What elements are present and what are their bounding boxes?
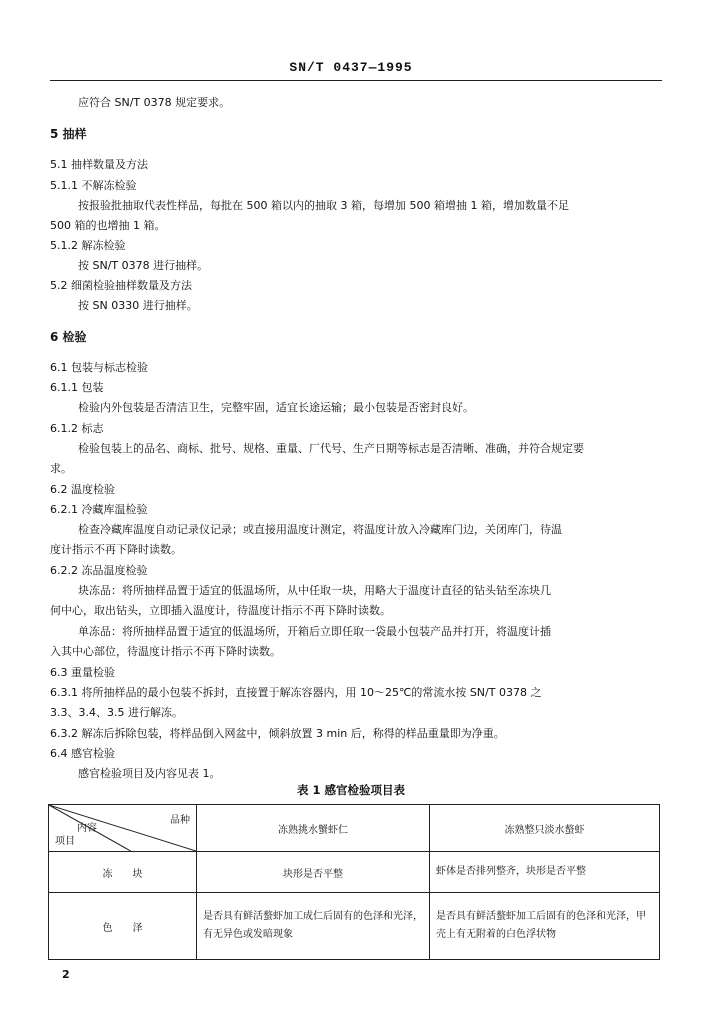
subsection-heading: 6.1.1 包装	[50, 381, 104, 394]
standard-number-header: SN/T 0437—1995	[289, 60, 413, 75]
text-line: 检验包装上的品名、商标、批号、规格、重量、厂代号、生产日期等标志是否清晰、准确，并符合规定要	[78, 442, 584, 455]
text-line: 应符合 SN/T 0378 规定要求。	[78, 96, 231, 109]
table-cell: 虾体是否排列整齐，块形是否平整	[430, 852, 660, 893]
text-line: 入其中心部位，待温度计指示不再下降时读数。	[50, 645, 281, 658]
corner-item-label: 项目	[55, 836, 75, 847]
subsection-heading: 6.2 温度检验	[50, 483, 115, 496]
subsection-heading: 5.1.1 不解冻检验	[50, 179, 137, 192]
subsection-heading: 6.1.2 标志	[50, 422, 104, 435]
subsection-heading: 6.2.1 冷藏库温检验	[50, 503, 148, 516]
text-line: 3.3、3.4、3.5 进行解冻。	[50, 706, 183, 719]
column-header: 冻熟挑水蟹虾仁	[197, 805, 430, 852]
table-cell: 块形是否平整	[197, 852, 430, 893]
row-item-label: 冻 块	[49, 852, 197, 893]
row-item-label: 色 泽	[49, 893, 197, 960]
text-line: 度计指示不再下降时读数。	[50, 543, 182, 556]
page-number: 2	[62, 968, 70, 981]
corner-content-label: 内容	[77, 823, 97, 834]
subsection-heading: 6.3 重量检验	[50, 666, 115, 679]
text-line: 何中心，取出钻头，立即插入温度计，待温度计指示不再下降时读数。	[50, 604, 391, 617]
header-rule	[50, 80, 662, 81]
text-line: 块冻品：将所抽样品置于适宜的低温场所，从中任取一块，用略大于温度计直径的钻头钻至冻块几	[78, 584, 551, 597]
column-header: 冻熟整只淡水螯虾	[430, 805, 660, 852]
table-header-row	[49, 805, 660, 852]
subsection-heading: 6.2.2 冻品温度检验	[50, 564, 148, 577]
corner-variety-label: 品种	[170, 815, 190, 826]
text-line: 求。	[50, 462, 72, 475]
text-line: 检查冷藏库温度自动记录仪记录；或直接用温度计测定，将温度计放入冷藏库门边，关闭库门，待温	[78, 523, 562, 536]
text-line: 检验内外包装是否清洁卫生，完整牢固，适宜长途运输；最小包装是否密封良好。	[78, 401, 474, 414]
subsection-heading: 5.1 抽样数量及方法	[50, 158, 148, 171]
subsection-heading: 6.4 感官检验	[50, 747, 115, 760]
table-cell: 是否具有鲜活螯虾加工后固有的色泽和光泽，甲壳上有无附着的白色浮状物	[430, 893, 660, 960]
table-corner-cell	[49, 805, 197, 852]
table-row	[49, 852, 660, 893]
text-line: 按 SN 0330 进行抽样。	[78, 299, 198, 312]
subsection-heading: 6.3.2 解冻后拆除包装，将样品倒入网盆中，倾斜放置 3 min 后，称得的样品重量即为净重。	[50, 727, 505, 740]
text-line: 按 SN/T 0378 进行抽样。	[78, 259, 209, 272]
text-line: 单冻品：将所抽样品置于适宜的低温场所，开箱后立即任取一袋最小包装产品并打开，将温度计插	[78, 625, 551, 638]
text-line: 感官检验项目及内容见表 1。	[78, 767, 221, 780]
table-row	[49, 893, 660, 960]
subsection-heading: 6.1 包装与标志检验	[50, 361, 148, 374]
subsection-heading: 5.2 细菌检验抽样数量及方法	[50, 279, 192, 292]
table-cell: 是否具有鲜活螯虾加工成仁后固有的色泽和光泽，有无异色或发暗现象	[197, 893, 430, 960]
subsection-heading: 5.1.2 解冻检验	[50, 239, 126, 252]
text-line: 500 箱的也增抽 1 箱。	[50, 219, 166, 232]
section-heading-6: 6 检验	[50, 330, 87, 344]
section-heading-5: 5 抽样	[50, 127, 87, 141]
table-caption: 表 1 感官检验项目表	[296, 783, 405, 797]
subsection-heading: 6.3.1 将所抽样品的最小包装不拆封，直接置于解冻容器内，用 10～25℃的常流水按 SN/T 0378 之	[50, 686, 542, 699]
text-line: 按报验批抽取代表性样品，每批在 500 箱以内的抽取 3 箱，每增加 500 箱增抽 1 箱，增加数量不足	[78, 199, 569, 212]
sensory-inspection-table	[48, 804, 660, 960]
